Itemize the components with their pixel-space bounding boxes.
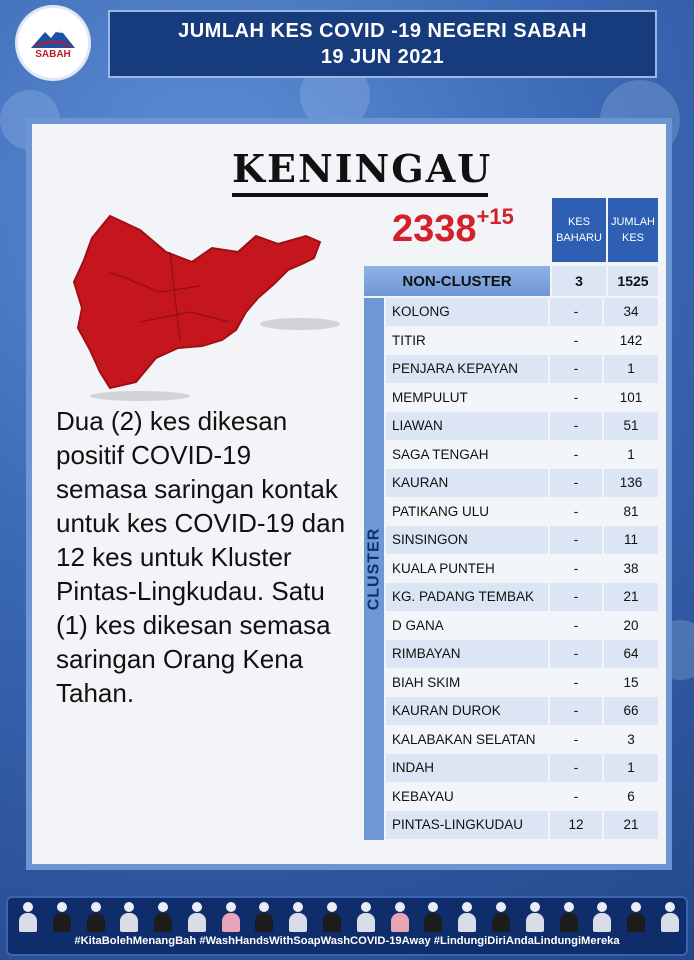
person-icon — [322, 902, 342, 932]
person-icon — [457, 902, 477, 932]
total-value: 2338 — [392, 208, 477, 250]
non-cluster-label: NON-CLUSTER — [364, 266, 550, 296]
person-icon — [187, 902, 207, 932]
district-title: KENINGAU — [232, 146, 488, 197]
cluster-new: - — [550, 412, 602, 440]
cluster-name: KUALA PUNTEH — [386, 555, 548, 583]
cluster-name: KAURAN — [386, 469, 548, 497]
cluster-table — [386, 298, 658, 840]
cluster-total: 136 — [604, 469, 658, 497]
cluster-new: - — [550, 469, 602, 497]
cluster-total: 6 — [604, 783, 658, 811]
cluster-new: - — [550, 526, 602, 554]
cluster-total: 1 — [604, 355, 658, 383]
district-map — [70, 212, 340, 402]
cluster-total: 20 — [604, 612, 658, 640]
table-row — [386, 355, 658, 383]
title-banner — [108, 10, 657, 78]
cluster-name: KOLONG — [386, 298, 548, 326]
cluster-total: 11 — [604, 526, 658, 554]
table-row — [386, 441, 658, 469]
person-icon — [221, 902, 241, 932]
cluster-total: 3 — [604, 726, 658, 754]
page-date: 19 JUN 2021 — [320, 46, 445, 68]
cluster-new: - — [550, 583, 602, 611]
col-header-total: JUMLAH KES — [608, 198, 658, 262]
cluster-total: 34 — [604, 298, 658, 326]
cluster-name: KAURAN DUROK — [386, 697, 548, 725]
table-row — [386, 298, 658, 326]
cluster-label: CLUSTER — [365, 527, 382, 611]
cluster-total: 64 — [604, 640, 658, 668]
non-cluster-new: 3 — [552, 266, 606, 296]
person-icon — [288, 902, 308, 932]
people-illustration — [18, 902, 680, 934]
person-icon — [592, 902, 612, 932]
cluster-name: MEMPULUT — [386, 384, 548, 412]
cluster-total: 38 — [604, 555, 658, 583]
cluster-new: 12 — [550, 811, 602, 839]
person-icon — [626, 902, 646, 932]
cluster-new: - — [550, 555, 602, 583]
cluster-name: INDAH — [386, 754, 548, 782]
person-icon — [423, 902, 443, 932]
footer-banner — [6, 896, 688, 956]
table-row — [386, 498, 658, 526]
table-row — [386, 555, 658, 583]
cluster-new: - — [550, 783, 602, 811]
cluster-name: PINTAS-LINGKUDAU — [386, 811, 548, 839]
person-icon — [119, 902, 139, 932]
cluster-new: - — [550, 697, 602, 725]
table-row — [386, 754, 658, 782]
table-row — [386, 327, 658, 355]
cluster-total: 21 — [604, 583, 658, 611]
cluster-new: - — [550, 355, 602, 383]
person-icon — [86, 902, 106, 932]
table-row — [386, 726, 658, 754]
table-row — [386, 669, 658, 697]
person-icon — [525, 902, 545, 932]
cluster-new: - — [550, 298, 602, 326]
table-row — [386, 384, 658, 412]
sabah-logo — [18, 8, 88, 78]
cluster-name: PATIKANG ULU — [386, 498, 548, 526]
cluster-total: 15 — [604, 669, 658, 697]
person-icon — [491, 902, 511, 932]
cluster-new: - — [550, 498, 602, 526]
table-row — [386, 811, 658, 839]
table-row — [386, 640, 658, 668]
person-icon — [356, 902, 376, 932]
page-title: JUMLAH KES COVID -19 NEGERI SABAH — [178, 20, 587, 42]
person-icon — [254, 902, 274, 932]
person-icon — [153, 902, 173, 932]
mountain-icon — [31, 26, 75, 48]
person-icon — [660, 902, 680, 932]
cluster-new: - — [550, 441, 602, 469]
table-row — [386, 526, 658, 554]
col-header-new: KES BAHARU — [552, 198, 606, 262]
cluster-total: 1 — [604, 754, 658, 782]
cluster-total: 101 — [604, 384, 658, 412]
cluster-total: 81 — [604, 498, 658, 526]
cluster-name: LIAWAN — [386, 412, 548, 440]
cluster-name: RIMBAYAN — [386, 640, 548, 668]
table-row — [386, 469, 658, 497]
total-new: +15 — [476, 204, 514, 229]
cluster-total: 21 — [604, 811, 658, 839]
cluster-name: SAGA TENGAH — [386, 441, 548, 469]
table-row — [386, 583, 658, 611]
cluster-new: - — [550, 726, 602, 754]
description-text: Dua (2) kes dikesan positif COVID-19 semasa saringan kontak untuk kes COVID-19 dan 12 kes untuk Kluster Pintas-Lingkudau. Satu (1) kes dikesan semasa saringan Orang Kena Tahan. — [56, 406, 346, 708]
cluster-name: SINSINGON — [386, 526, 548, 554]
person-icon — [559, 902, 579, 932]
cluster-name: TITIR — [386, 327, 548, 355]
cluster-total: 1 — [604, 441, 658, 469]
cluster-name: KALABAKAN SELATAN — [386, 726, 548, 754]
table-row — [386, 697, 658, 725]
cluster-total: 51 — [604, 412, 658, 440]
non-cluster-total: 1525 — [608, 266, 658, 296]
cluster-new: - — [550, 327, 602, 355]
cluster-name: BIAH SKIM — [386, 669, 548, 697]
cluster-total: 66 — [604, 697, 658, 725]
table-row — [386, 783, 658, 811]
cluster-new: - — [550, 640, 602, 668]
logo-text: SABAH — [35, 49, 71, 60]
person-icon — [390, 902, 410, 932]
person-icon — [18, 902, 38, 932]
cluster-name: KG. PADANG TEMBAK — [386, 583, 548, 611]
cluster-new: - — [550, 612, 602, 640]
cluster-new: - — [550, 384, 602, 412]
table-row — [386, 412, 658, 440]
total-cases — [392, 204, 514, 251]
person-icon — [52, 902, 72, 932]
cluster-name: D GANA — [386, 612, 548, 640]
cluster-side-label — [364, 298, 384, 840]
hashtags: #KitaBolehMenangBah #WashHandsWithSoapWashCOVID-19Away #LindungiDiriAndaLindungiMereka — [74, 935, 620, 947]
cluster-name: PENJARA KEPAYAN — [386, 355, 548, 383]
cluster-total: 142 — [604, 327, 658, 355]
cluster-new: - — [550, 754, 602, 782]
cluster-name: KEBAYAU — [386, 783, 548, 811]
table-row — [386, 612, 658, 640]
cluster-new: - — [550, 669, 602, 697]
